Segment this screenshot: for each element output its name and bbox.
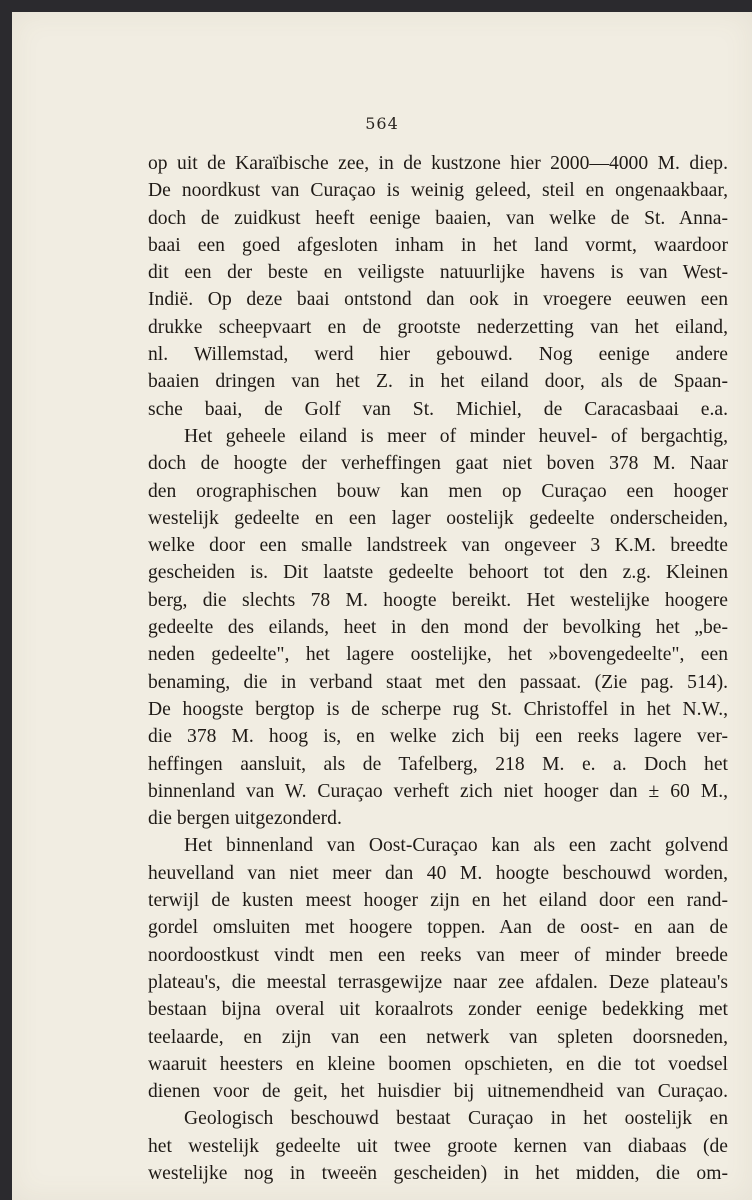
text-line: berg, die slechts 78 M. hoogte bereikt. Het westelijke hoogere	[148, 589, 728, 611]
text-line: die bergen uitgezonderd.	[148, 808, 342, 830]
text-line: dit een der beste en veiligste natuurlijke havens is van West-	[148, 262, 728, 284]
text-line: doch de hoogte der verheffingen gaat niet boven 378 M. Naar	[148, 453, 728, 475]
text-line: terwijl de kusten meest hooger zijn en het eiland door een rand-	[148, 890, 728, 912]
text-line: binnenland van W. Curaçao verheft zich niet hooger dan ± 60 M.,	[148, 780, 728, 802]
text-line: benaming, die in verband staat met den passaat. (Zie pag. 514).	[148, 671, 728, 693]
text-line: Het geheele eiland is meer of minder heuvel- of bergachtig,	[184, 425, 728, 447]
text-line: neden gedeelte", het lagere oostelijke, het »bovengedeelte", een	[148, 644, 728, 666]
text-line: den orographischen bouw kan men op Curaçao een hooger	[148, 480, 728, 502]
text-line: drukke scheepvaart en de grootste nederzetting van het eiland,	[148, 316, 728, 338]
text-line: Indië. Op deze baai ontstond dan ook in vroegere eeuwen een	[148, 289, 728, 311]
text-line: teelaarde, en zijn van een netwerk van spleten doorsneden,	[148, 1026, 728, 1048]
text-line: baai een goed afgesloten inham in het land vormt, waardoor	[148, 234, 728, 256]
text-line: heffingen aansluit, als de Tafelberg, 218 M. e. a. Doch het	[148, 753, 728, 775]
text-line: Geologisch beschouwd bestaat Curaçao in het oostelijk en	[184, 1108, 728, 1130]
text-line: die 378 M. hoog is, en welke zich bij een reeks lagere ver-	[148, 726, 728, 748]
text-line: bestaan bijna overal uit koraalrots zonder eenige bedekking met	[148, 999, 728, 1021]
text-line: nl. Willemstad, werd hier gebouwd. Nog eenige andere	[148, 344, 728, 366]
text-line: welke door een smalle landstreek van ongeveer 3 K.M. breedte	[148, 535, 728, 557]
text-line: westelijk gedeelte en een lager oostelijk gedeelte onderscheiden,	[148, 507, 728, 529]
text-line: plateau's, die meestal terrasgewijze naar zee afdalen. Deze plateau's	[148, 971, 728, 993]
text-line: doch de zuidkust heeft eenige baaien, van welke de St. Anna-	[148, 207, 728, 229]
text-line: waaruit heesters en kleine boomen opschieten, en die tot voedsel	[148, 1053, 728, 1075]
text-line: baaien dringen van het Z. in het eiland door, als de Spaan-	[148, 371, 728, 393]
text-line: De hoogste bergtop is de scherpe rug St. Christoffel in het N.W.,	[148, 698, 728, 720]
body-text	[148, 150, 728, 1187]
text-line: gescheiden is. Dit laatste gedeelte behoort tot den z.g. Kleinen	[148, 562, 728, 584]
book-page	[12, 12, 752, 1200]
text-line: heuvelland van niet meer dan 40 M. hoogte beschouwd worden,	[148, 862, 728, 884]
text-line: gedeelte des eilands, heet in den mond der bevolking het „be-	[148, 617, 728, 639]
text-line: noordoostkust vindt men een reeks van meer of minder breede	[148, 944, 728, 966]
text-line: gordel omsluiten met hoogere toppen. Aan de oost- en aan de	[148, 917, 728, 939]
text-line: Het binnenland van Oost-Curaçao kan als een zacht golvend	[184, 835, 728, 857]
text-line: sche baai, de Golf van St. Michiel, de Caracasbaai e.a.	[148, 398, 728, 420]
text-line: het westelijk gedeelte uit twee groote kernen van diabaas (de	[148, 1135, 728, 1157]
page-number: 564	[365, 114, 399, 133]
text-line: De noordkust van Curaçao is weinig geleed, steil en ongenaakbaar,	[148, 180, 728, 202]
text-line: op uit de Karaïbische zee, in de kustzone hier 2000—4000 M. diep.	[148, 153, 728, 174]
text-line: dienen voor de geit, het huisdier bij uitnemendheid van Curaçao.	[148, 1081, 728, 1103]
text-line: westelijke nog in tweeën gescheiden) in het midden, die om-	[148, 1162, 728, 1184]
